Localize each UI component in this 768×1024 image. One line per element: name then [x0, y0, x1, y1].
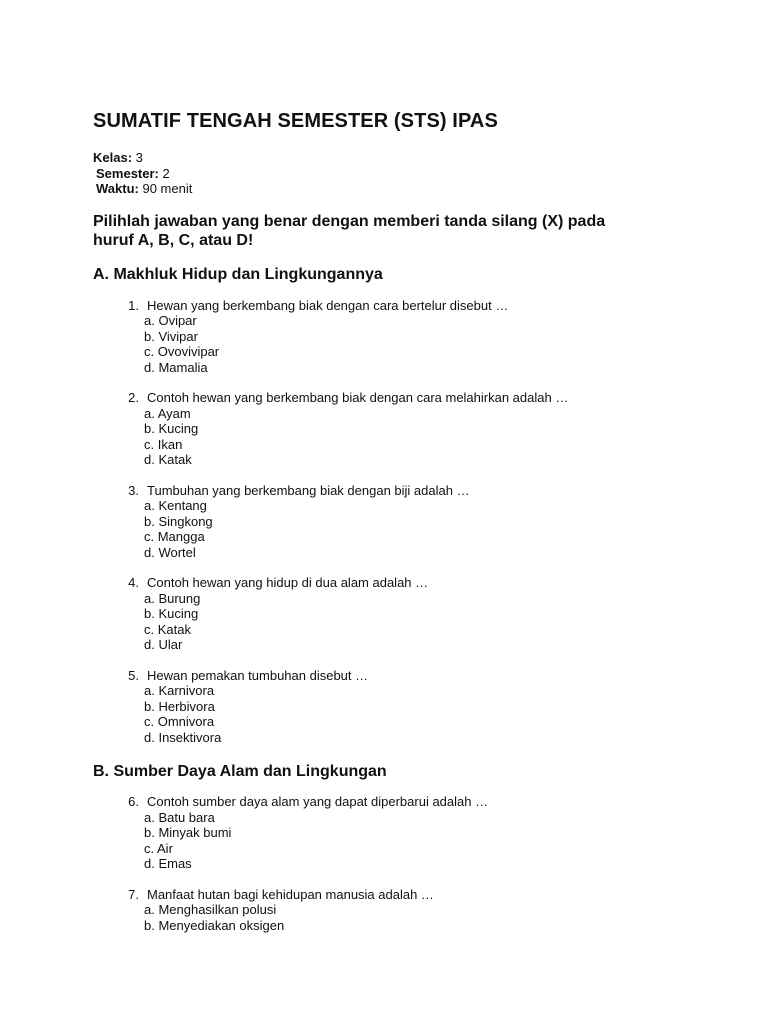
answer-options [93, 498, 713, 560]
answer-option: b. Minyak bumi [144, 825, 232, 840]
answer-option: a. Kentang [144, 498, 207, 513]
question-line [93, 390, 713, 406]
question-item [93, 483, 713, 561]
answer-option: a. Ayam [144, 405, 191, 421]
question-number: 3. [128, 482, 139, 498]
semester-label: Semester: [96, 165, 159, 181]
question-item [93, 575, 713, 653]
question-line [93, 483, 713, 499]
instruction [93, 212, 713, 251]
answer-option: c. Air [144, 840, 173, 856]
sections-container [93, 266, 713, 934]
question-text: Hewan yang berkembang biak dengan cara bertelur disebut … [147, 297, 509, 313]
section-heading: A. Makhluk Hidup dan Lingkungannya [93, 265, 383, 283]
answer-option: d. Mamalia [144, 359, 208, 375]
answer-option: c. Katak [144, 621, 191, 637]
kelas-value: 3 [132, 150, 143, 165]
answer-option: b. Kucing [144, 421, 199, 436]
question-text: Contoh sumber daya alam yang dapat diperbarui adalah … [147, 794, 489, 809]
instruction-line: huruf A, B, C, atau D! [93, 232, 254, 249]
question-number: 1. [128, 297, 139, 313]
answer-option: d. Wortel [144, 544, 196, 560]
question-text: Contoh hewan yang hidup di dua alam adalah … [147, 575, 429, 590]
answer-option: c. Ovovivipar [144, 344, 220, 359]
answer-option: c. Mangga [144, 529, 205, 544]
meta-kelas [93, 150, 713, 166]
question-item [93, 298, 713, 376]
question-number: 5. [128, 667, 139, 683]
document-page [93, 110, 713, 948]
question-list [93, 794, 713, 933]
answer-option: d. Ular [144, 637, 183, 652]
question-item [93, 887, 713, 934]
meta-waktu [93, 181, 713, 197]
answer-option: a. Ovipar [144, 313, 197, 328]
question-number: 6. [128, 794, 139, 809]
question-text: Contoh hewan yang berkembang biak dengan cara melahirkan adalah … [147, 390, 569, 405]
meta-semester [93, 166, 713, 182]
answer-option: a. Batu bara [144, 809, 215, 825]
answer-option: a. Burung [144, 590, 201, 606]
answer-option: b. Kucing [144, 606, 199, 621]
answer-option: d. Katak [144, 452, 192, 467]
answer-options [93, 902, 713, 933]
question-text: Manfaat hutan bagi kehidupan manusia adalah … [147, 886, 434, 902]
question-item [93, 390, 713, 468]
question-number: 4. [128, 575, 139, 590]
document-title: SUMATIF TENGAH SEMESTER (STS) IPAS [93, 110, 498, 132]
question-line [93, 887, 713, 903]
answer-options [93, 683, 713, 745]
waktu-label: Waktu: [96, 181, 139, 196]
waktu-value: 90 menit [138, 181, 193, 196]
answer-option: d. Insektivora [144, 729, 222, 745]
question-number: 7. [128, 886, 139, 902]
section-heading: B. Sumber Daya Alam dan Lingkungan [93, 763, 387, 780]
kelas-label: Kelas: [93, 150, 133, 165]
question-list [93, 298, 713, 746]
question-line [93, 668, 713, 684]
answer-options [93, 591, 713, 653]
question-line [93, 575, 713, 591]
answer-option: c. Ikan [144, 436, 183, 452]
question-item [93, 668, 713, 746]
question-line [93, 298, 713, 314]
exam-meta [93, 150, 713, 197]
answer-option: b. Singkong [144, 513, 213, 529]
question-number: 2. [128, 390, 139, 405]
question-text: Hewan pemakan tumbuhan disebut … [147, 667, 369, 683]
answer-option: a. Menghasilkan polusi [144, 902, 277, 917]
answer-option: b. Herbivora [144, 698, 215, 714]
question-text: Tumbuhan yang berkembang biak dengan biji adalah … [147, 482, 470, 498]
instruction-line: Pilihlah jawaban yang benar dengan memberi tanda silang (X) pada [93, 212, 606, 230]
question-item [93, 794, 713, 872]
answer-options [93, 313, 713, 375]
answer-options [93, 810, 713, 872]
answer-option: d. Emas [144, 856, 192, 871]
answer-options [93, 406, 713, 468]
answer-option: b. Vivipar [144, 328, 198, 344]
question-line [93, 794, 713, 810]
answer-option: a. Karnivora [144, 683, 215, 698]
semester-value: 2 [158, 165, 170, 181]
answer-option: c. Omnivora [144, 714, 215, 729]
answer-option: b. Menyediakan oksigen [144, 917, 285, 933]
